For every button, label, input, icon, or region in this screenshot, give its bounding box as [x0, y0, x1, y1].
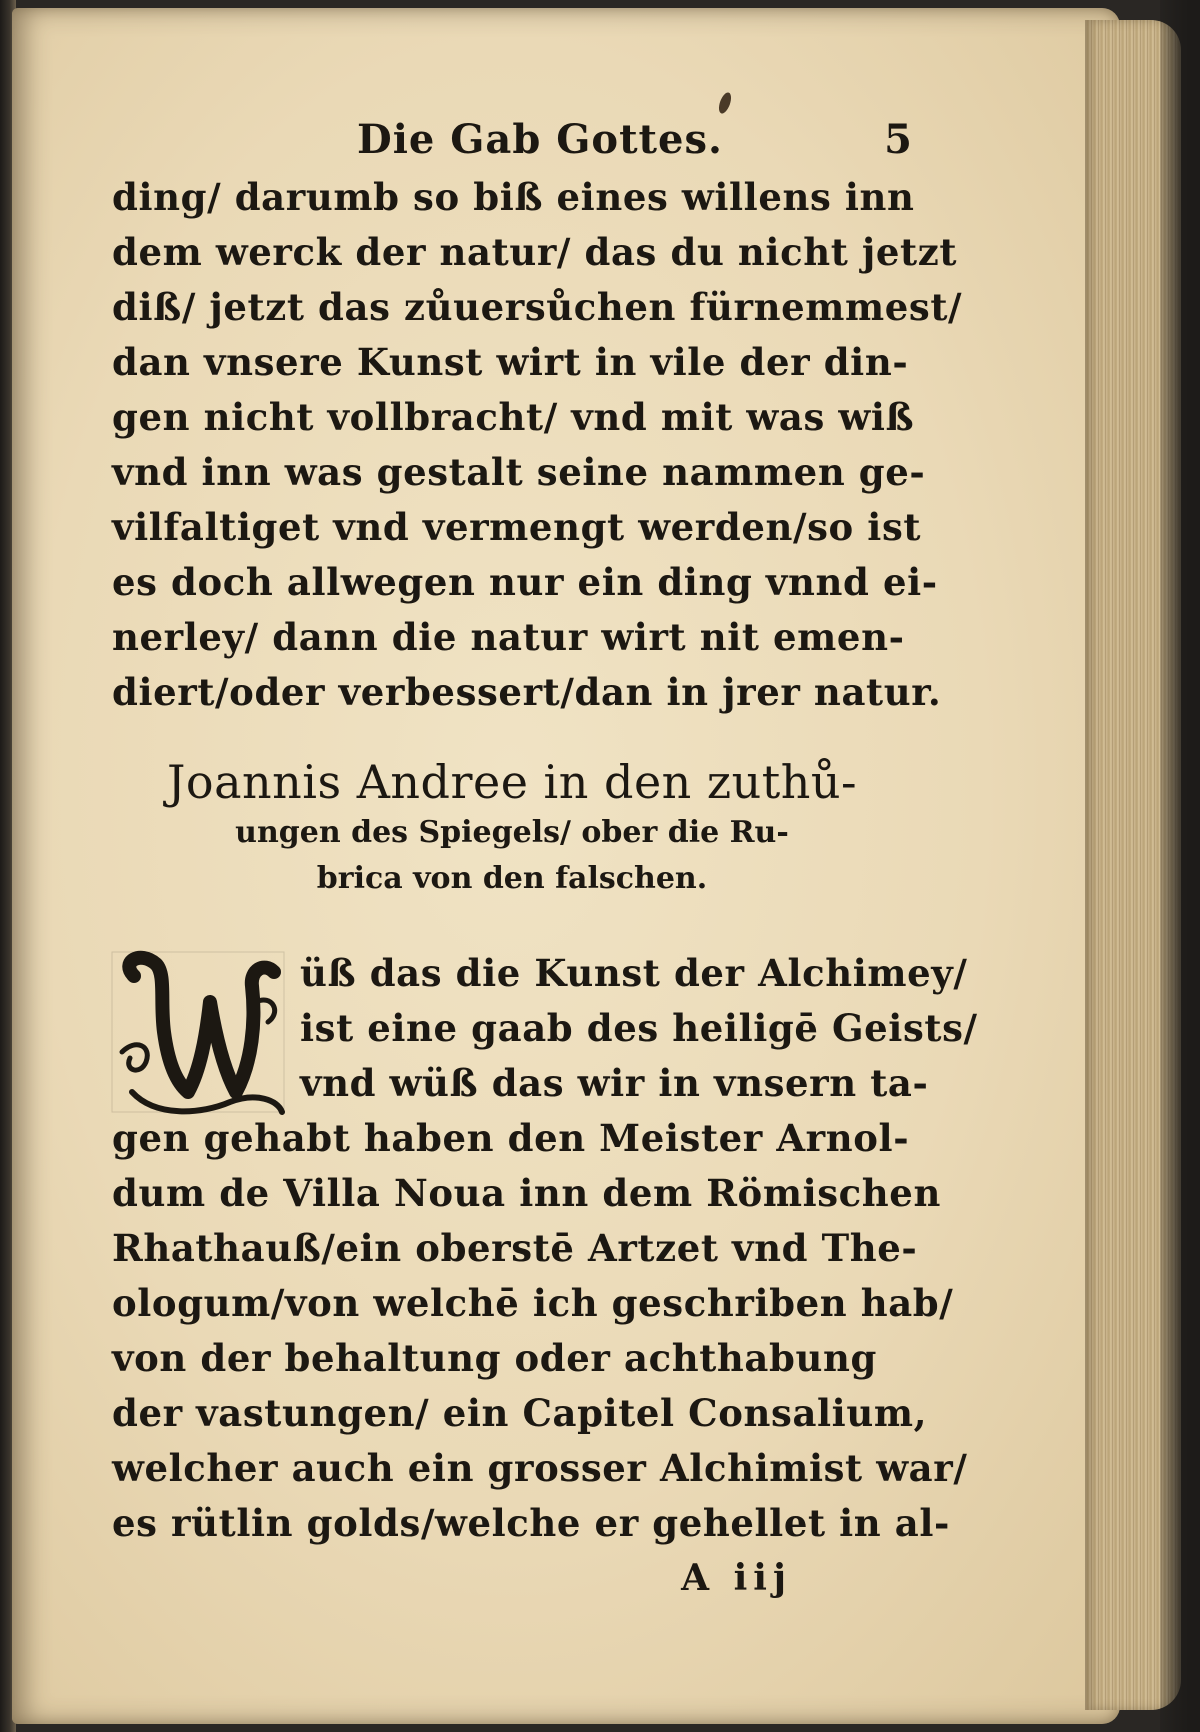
section-heading	[112, 754, 912, 902]
initial-letter: W	[110, 954, 112, 955]
text-line: ist eine gaab des heiligē Geists/	[300, 1006, 978, 1050]
text-line: diert/oder verbessert/dan in jrer natur.	[112, 670, 942, 714]
page-number: 5	[884, 116, 912, 163]
signature-mark: A iij	[681, 1557, 792, 1599]
heading-line-3: brica von den falschen.	[316, 861, 708, 896]
text-line: üß das die Kunst der Alchimey/	[300, 951, 968, 995]
text-line: dem werck der natur/ das du nicht jetzt	[112, 230, 958, 274]
text-line: es rütlin golds/welche er gehellet in al-	[112, 1501, 950, 1545]
text-line: es doch allwegen nur ein ding vnnd ei-	[112, 560, 938, 604]
text-line: nerley/ dann die natur wirt nit emen-	[112, 615, 905, 659]
decorated-initial	[106, 942, 294, 1120]
fore-edge-shadow	[1160, 0, 1200, 1732]
text-line: gen nicht vollbracht/ vnd mit was wiß	[112, 395, 915, 439]
text-line: diß/ jetzt das zůuersůchen fürnemmest/	[112, 285, 963, 329]
paragraph-1	[112, 170, 963, 720]
text-line: ologum/von welchē ich geschriben hab/	[112, 1281, 954, 1325]
text-line: gen gehabt haben den Meister Arnol-	[112, 1116, 910, 1160]
text-line: ding/ darumb so biß eines willens inn	[112, 175, 915, 219]
heading-line-1: Joannis Andree in den zuthů-	[166, 755, 858, 809]
text-block	[110, 116, 978, 1599]
heading-line-2: ungen des Spiegels/ ober die Ru-	[235, 815, 789, 850]
text-line: welcher auch ein grosser Alchimist war/	[112, 1446, 968, 1490]
text-line: vilfaltiget vnd vermengt werden/so ist	[112, 505, 922, 549]
text-line: Rhathauß/ein oberstē Artzet vnd The-	[112, 1226, 918, 1270]
running-head-title: Die Gab Gottes.	[357, 116, 723, 163]
running-head	[112, 116, 912, 170]
paragraph-2	[110, 946, 978, 1551]
text-line: der vastungen/ ein Capitel Consalium,	[112, 1391, 928, 1435]
text-line: vnd inn was gestalt seine nammen ge-	[112, 450, 926, 494]
text-line: von der behaltung oder achthabung	[112, 1336, 877, 1380]
text-line: dan vnsere Kunst wirt in vile der din-	[112, 340, 909, 384]
text-line: vnd wüß das wir in vnsern ta-	[300, 1061, 929, 1105]
text-line: dum de Villa Noua inn dem Römischen	[112, 1171, 941, 1215]
